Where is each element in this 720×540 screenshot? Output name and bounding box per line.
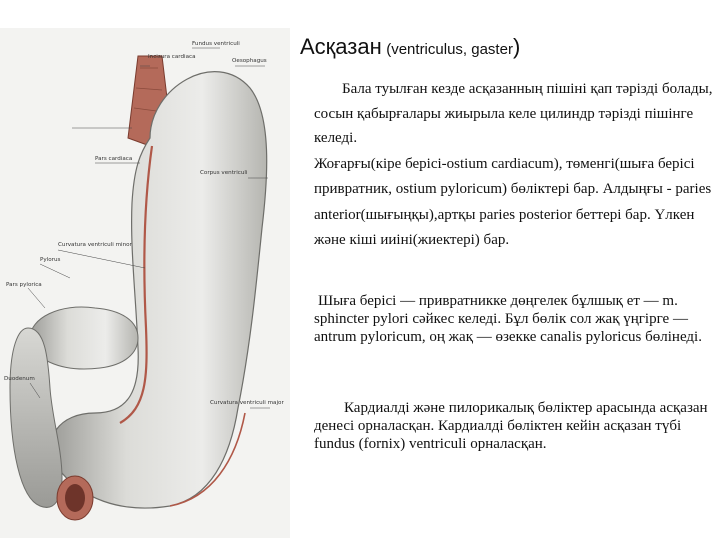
paragraph-body [314,399,714,454]
figure-label-curvatura-minor: Curvatura ventriculi minor [58,242,132,248]
title-main: Асқазан [300,34,382,59]
figure-label-pylorus: Pylorus [40,257,61,263]
figure-label-curvatura-major: Curvatura ventriculi major [210,400,284,406]
stomach-body-shape [51,72,266,508]
figure-label-pars-cardiaca: Pars cardiaca [95,156,133,162]
paragraph-shape-text: Бала туылған кезде асқазанның пішіні қап тәрізді болады, сосын қабырғалары жиырыла келе цилиндр тәрізді пішінге келеді. [314,81,713,146]
figure-label-incisura: Incisura cardiaca [148,54,196,60]
paragraph-pylorus-text: Шыға берісі — привратникке дөңгелек бұлшық ет — m. sphincter pylori сәйкес келеді. Бұл бөлік сол жақ үңгірге — antrum pyloricum, оң жақ — өзекке canalis pyloricus бөлінеді. [314,293,702,346]
paragraph-openings [314,152,714,253]
stomach-anatomy-illustration [0,28,290,538]
figure-label-pars-pylorica: Pars pylorica [6,282,42,288]
paragraph-openings-text: Жоғарғы(кіре берісі-ostium cardiacum), төменгі(шыға берісі привратник, ostium pyloricum) бөліктері бар. Алдыңғы - paries anterior(шығыңқы),артқы paries posterior беттері бар. Үлкен және кіші ииіні(жиектері) бар. [314,156,712,248]
figure-label-fundus: Fundus ventriculi [192,41,240,47]
paragraph-pylorus [314,292,714,347]
paragraph-shape [314,77,714,151]
title-close-paren: ) [512,34,521,59]
figure-label-duodenum: Duodenum [4,376,35,382]
figure-label-corpus: Corpus ventriculi [200,170,248,176]
slide-title [300,34,520,60]
stomach-drawing [0,28,290,538]
figure-label-oesophagus: Oesophagus [232,58,267,64]
paragraph-body-text: Кардиалді және пилорикалық бөліктер арасында асқазан денесі орналасқан. Кардиалді бөліктен кейін асқазан түбі fundus (fornix) ventriculi орналасқан. [314,400,708,453]
title-latin: (ventriculus, gaster [386,41,513,58]
